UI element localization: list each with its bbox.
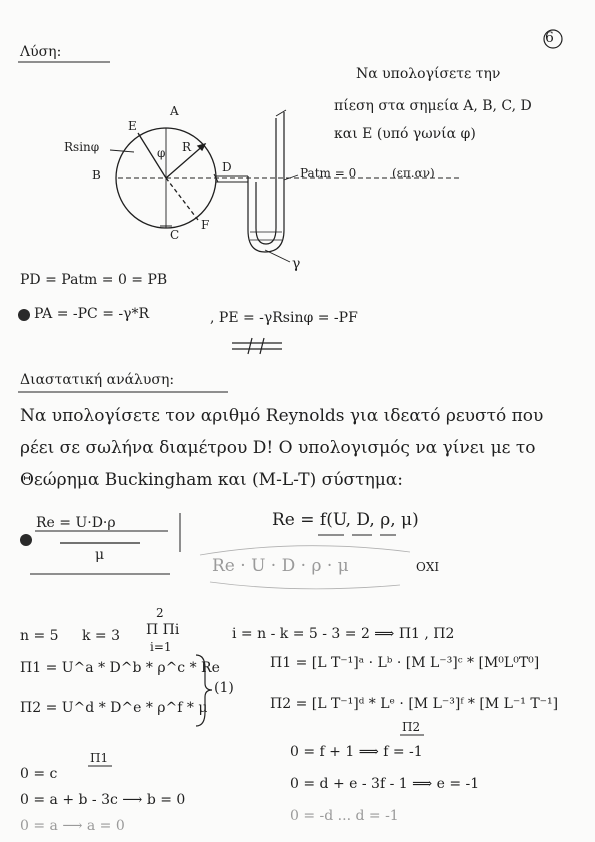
label-epav: (επ.αν) [392,166,435,180]
re-formula-denominator: μ [95,547,105,563]
result-line-3: , PE = -γRsinφ = -PF [210,310,358,326]
dimensional-text-2: ρέει σε σωλήνα διαμέτρου D! Ο υπολογισμός να γίνει με το [20,438,536,458]
pi2-step-3: 0 = -d ... d = -1 [290,808,399,824]
manometer-inner [256,118,276,244]
re-crossed: Re · U · D · ρ · μ [212,556,349,576]
pi1-step-1: 0 = c [20,766,58,782]
label-b: B [92,168,101,182]
solution-heading: Λύση: [20,44,62,60]
pi-k: k = 3 [82,628,121,644]
label-f: F [201,218,210,232]
result-line-2: PA = -PC = -γ*R [34,306,150,322]
pi-i-equation: i = n - k = 5 - 3 = 2 ⟹ Π1 , Π2 [232,626,455,642]
label-phi: φ [157,146,166,160]
rsin-pointer [110,150,134,152]
dimensional-heading: Διαστατική ανάλυση: [20,372,175,388]
pi1-step-2: 0 = a + b - 3c ⟶ b = 0 [20,792,186,808]
label-e: E [128,119,137,133]
ink-dot-re [20,534,32,546]
label-patm: Patm = 0 [300,166,357,180]
pi-product-bottom: i=1 [150,640,172,654]
label-c: C [170,228,180,242]
pi2-step-1: 0 = f + 1 ⟹ f = -1 [290,744,423,760]
re-formula-numerator: Re = U·D·ρ [36,515,116,531]
pi-product: Π Πi [146,622,180,638]
label-d: D [222,160,232,174]
label-r: R [182,140,192,154]
ink-dot-pa [18,309,30,321]
pi2-step-2: 0 = d + e - 3f - 1 ⟹ e = -1 [290,776,480,792]
problem-line-2: πίεση στα σημεία A, B, C, D [334,98,532,114]
brace-label: (1) [214,680,234,696]
re-no-label: ΟΧΙ [416,560,440,574]
dimensional-text-1: Να υπολογίσετε τον αριθμό Reynolds για ιδεατό ρευστό που [20,406,544,426]
pi1-dimensions: Π1 = [L T⁻¹]ᵃ · Lᵇ · [M L⁻³]ᶜ * [M⁰L⁰T⁰] [270,655,540,671]
page-number: 6 [545,30,554,46]
re-function: Re = f(U, D, ρ, μ) [272,510,419,530]
gamma-pointer [265,250,290,262]
line-to-f [166,178,198,220]
pi1-step-3: 0 = a ⟶ a = 0 [20,818,125,834]
end-mark [232,338,282,354]
pi1-heading: Π1 [90,751,109,765]
pi1-definition: Π1 = U^a * D^b * ρ^c * Re [20,660,220,676]
manometer-outer [248,112,284,252]
label-a: A [170,104,179,118]
pi2-definition: Π2 = U^d * D^e * ρ^f * μ [20,700,208,716]
label-rsin: Rsinφ [64,140,100,154]
pi-product-top: 2 [156,606,164,620]
pi2-dimensions: Π2 = [L T⁻¹]ᵈ * Lᵉ · [M L⁻³]ᶠ * [M L⁻¹ T⁻¹] [270,696,559,712]
label-gamma: γ [292,256,301,272]
problem-line-3: και E (υπό γωνία φ) [334,126,476,142]
result-line-1: PD = Patm = 0 = PB [20,272,168,288]
dimensional-text-3: Θεώρημα Buckingham και (M-L-T) σύστημα: [20,470,404,490]
problem-line-1: Να υπολογίσετε την [356,66,501,82]
pi-n: n = 5 [20,628,59,644]
pi2-heading: Π2 [402,720,421,734]
